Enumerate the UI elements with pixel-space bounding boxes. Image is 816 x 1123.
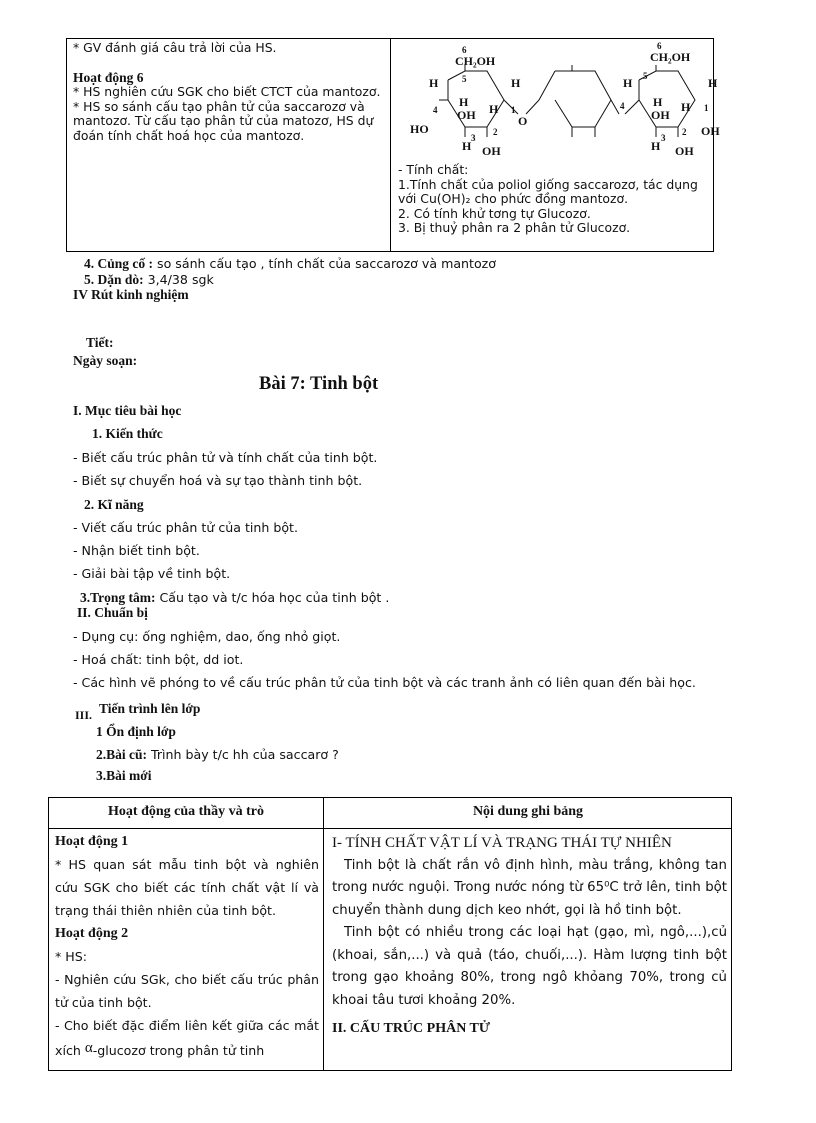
carbon-number: 1 bbox=[511, 105, 516, 115]
header-teacher-student: Hoạt động của thầy và trò bbox=[108, 804, 264, 819]
chuanbi-item: - Hoá chất: tinh bột, dd iot. bbox=[73, 652, 244, 667]
prop-3: 3. Bị thuỷ phân ra 2 phân tử Glucozơ. bbox=[398, 220, 631, 235]
props-title: - Tính chất: bbox=[398, 162, 469, 177]
section-4-text: so sánh cấu tạo , tính chất của saccarozơ và mantozơ bbox=[153, 256, 496, 271]
kinang-item: - Giải bài tập về tinh bột. bbox=[73, 566, 231, 581]
section-iv-title: IV Rút kinh nghiệm bbox=[73, 287, 189, 302]
h-label: H bbox=[653, 95, 663, 109]
oh-label: OH bbox=[675, 144, 694, 158]
step-2-label: 2.Bài cũ: bbox=[96, 747, 148, 762]
h-label: H bbox=[651, 139, 661, 153]
carbon-number: 3 bbox=[661, 133, 666, 143]
section-5-label: 5. Dặn dò: bbox=[84, 272, 144, 287]
h-label: H bbox=[511, 76, 521, 90]
oh-label: OH bbox=[651, 108, 670, 122]
step-1: 1 Ổn định lớp bbox=[96, 724, 176, 739]
trongtam-label: 3.Trọng tâm: bbox=[80, 590, 156, 605]
trongtam-text: Cấu tạo và t/c hóa học của tinh bột . bbox=[155, 590, 390, 605]
ch2oh-label: CH₂OH bbox=[650, 50, 691, 64]
carbon-number: 4 bbox=[620, 101, 625, 111]
activity2-p2-b: -glucozơ trong phân tử tinh bbox=[92, 1043, 265, 1058]
activity-table-bottom bbox=[48, 797, 732, 1071]
step-3: 3.Bài mới bbox=[96, 768, 152, 783]
activity2-p1: - Nghiên cứu SGk, cho biết cấu trúc phân tử của tinh bột. bbox=[55, 972, 319, 1010]
carbon-number: 1 bbox=[704, 103, 709, 113]
h-label: H bbox=[462, 139, 472, 153]
activity6-title: Hoạt động 6 bbox=[73, 69, 144, 85]
step-2 bbox=[96, 747, 339, 763]
section-iii-number: III. bbox=[75, 708, 93, 722]
column-divider bbox=[323, 798, 324, 1070]
step-2-text: Trình bày t/c hh của saccarơ ? bbox=[147, 747, 339, 762]
carbon-number: 3 bbox=[471, 133, 476, 143]
carbon-number: 2 bbox=[682, 127, 687, 137]
h-label: H bbox=[489, 102, 499, 116]
alpha-symbol: α bbox=[84, 1040, 93, 1056]
teacher-student-column bbox=[55, 830, 319, 1062]
section-5-text: 3,4/38 sgk bbox=[143, 272, 214, 287]
carbon-number: 5 bbox=[643, 71, 648, 81]
ngay-soan-label: Ngày soạn: bbox=[73, 353, 138, 368]
section-iii-title: Tiến trình lên lớp bbox=[99, 701, 201, 716]
paragraph-1: Tinh bột là chất rắn vô định hình, màu trắng, không tan trong nước nguội. Trong nước nóng từ 65⁰C trở lên, tinh bột chuyển thành dung dịch keo nhớt, gọi là hồ tinh bột. bbox=[332, 857, 727, 918]
carbon-number: 6 bbox=[462, 45, 467, 55]
activity2-p2-a: - Cho biết đặc điểm liên kết giữa các mắt xích bbox=[55, 1018, 319, 1058]
kinang-item: - Nhận biết tinh bột. bbox=[73, 543, 200, 558]
oh-label: OH bbox=[701, 124, 720, 138]
column-divider bbox=[390, 39, 391, 251]
h-label: H bbox=[459, 95, 469, 109]
kinang-title: 2. Kĩ năng bbox=[84, 497, 144, 512]
prop-1: 1.Tính chất của poliol giống saccarozơ, tác dụng với Cu(OH)₂ cho phức đồng mantozơ. bbox=[398, 176, 698, 206]
oh-label: OH bbox=[482, 144, 501, 158]
activity2-hs: * HS: bbox=[55, 949, 88, 964]
kinang-item: - Viết cấu trúc phân tử của tinh bột. bbox=[73, 520, 298, 535]
h-label: H bbox=[429, 76, 439, 90]
prop-2: 2. Có tính khử tơng tự Glucozơ. bbox=[398, 205, 591, 221]
paragraph-2: Tinh bột có nhiều trong các loại hạt (gạo, mì, ngô,...),củ (khoai, sắn,...) và quả (táo, chuối,...). Hàm lượng tinh bột trong gạo khoảng 80%, trong ngô khỏang 70%, trong củ khoai tâu tươi khoảng 20%. bbox=[332, 925, 727, 1008]
h-label: H bbox=[681, 100, 691, 114]
activity6-p2: * HS so sánh cấu tạo phân tử của saccarozơ và mantozơ. Từ cấu tạo phân tử của matozơ, HS dự đoán tính chất hoá học của mantozơ. bbox=[73, 98, 374, 143]
lesson-title: Bài 7: Tinh bột bbox=[259, 374, 379, 394]
gv-eval: * GV đánh giá câu trả lời của HS. bbox=[73, 40, 277, 55]
carbon-number: 5 bbox=[462, 74, 467, 84]
ch2oh-label: CH₂OH bbox=[455, 54, 496, 68]
tiet-label: Tiết: bbox=[86, 335, 114, 350]
section-5 bbox=[84, 272, 214, 288]
board-content-column bbox=[332, 832, 727, 1041]
activity1-title: Hoạt động 1 bbox=[55, 834, 129, 849]
header-divider bbox=[49, 828, 731, 829]
ho-label: HO bbox=[410, 122, 429, 136]
header-board-content: Nội dung ghi bảng bbox=[472, 804, 584, 819]
section-4 bbox=[84, 256, 496, 272]
activity1-text: * HS quan sát mẫu tinh bột và nghiên cứu SGK cho biết các tính chất vật lí và trạng thái thiên nhiên của tinh bột. bbox=[55, 857, 319, 918]
section-4-label: 4. Củng cố : bbox=[84, 256, 154, 271]
activity2-p2 bbox=[55, 1014, 319, 1062]
trongtam bbox=[80, 590, 389, 606]
maltose-properties bbox=[398, 163, 710, 236]
section-1-title: I- TÍNH CHẤT VẬT LÍ VÀ TRẠNG THÁI TỰ NHIÊN bbox=[332, 835, 672, 851]
activity-table-top bbox=[66, 38, 720, 252]
h-label: H bbox=[623, 76, 633, 90]
activity2-title: Hoạt động 2 bbox=[55, 926, 129, 941]
chuanbi-item: - Các hình vẽ phóng to về cấu trúc phân tử của tinh bột và các tranh ảnh có liên quan đến bài học. bbox=[73, 675, 696, 690]
oh-label: OH bbox=[457, 108, 476, 122]
activity6-p1: * HS nghiên cứu SGK cho biết CTCT của mantozơ. bbox=[73, 84, 381, 99]
carbon-number: 2 bbox=[493, 127, 498, 137]
maltose-structure-diagram bbox=[405, 41, 720, 159]
section-i-title: I. Mục tiêu bài học bbox=[73, 403, 182, 418]
carbon-number: 6 bbox=[657, 41, 662, 51]
section-ii-title: II. Chuẩn bị bbox=[77, 605, 148, 620]
kienthuc-item: - Biết sự chuyển hoá và sự tạo thành tinh bột. bbox=[73, 473, 363, 488]
o-bridge-label: O bbox=[518, 114, 528, 128]
kienthuc-item: - Biết cấu trúc phân tử và tính chất của tinh bột. bbox=[73, 450, 378, 465]
kienthuc-title: 1. Kiến thức bbox=[92, 426, 163, 441]
chuanbi-item: - Dụng cụ: ống nghiệm, dao, ống nhỏ giọt. bbox=[73, 629, 341, 644]
h-label: H bbox=[708, 76, 718, 90]
teacher-student-column bbox=[73, 41, 387, 143]
carbon-number: 4 bbox=[433, 105, 438, 115]
section-2-title: II. CẤU TRÚC PHÂN TỬ bbox=[332, 1021, 491, 1036]
